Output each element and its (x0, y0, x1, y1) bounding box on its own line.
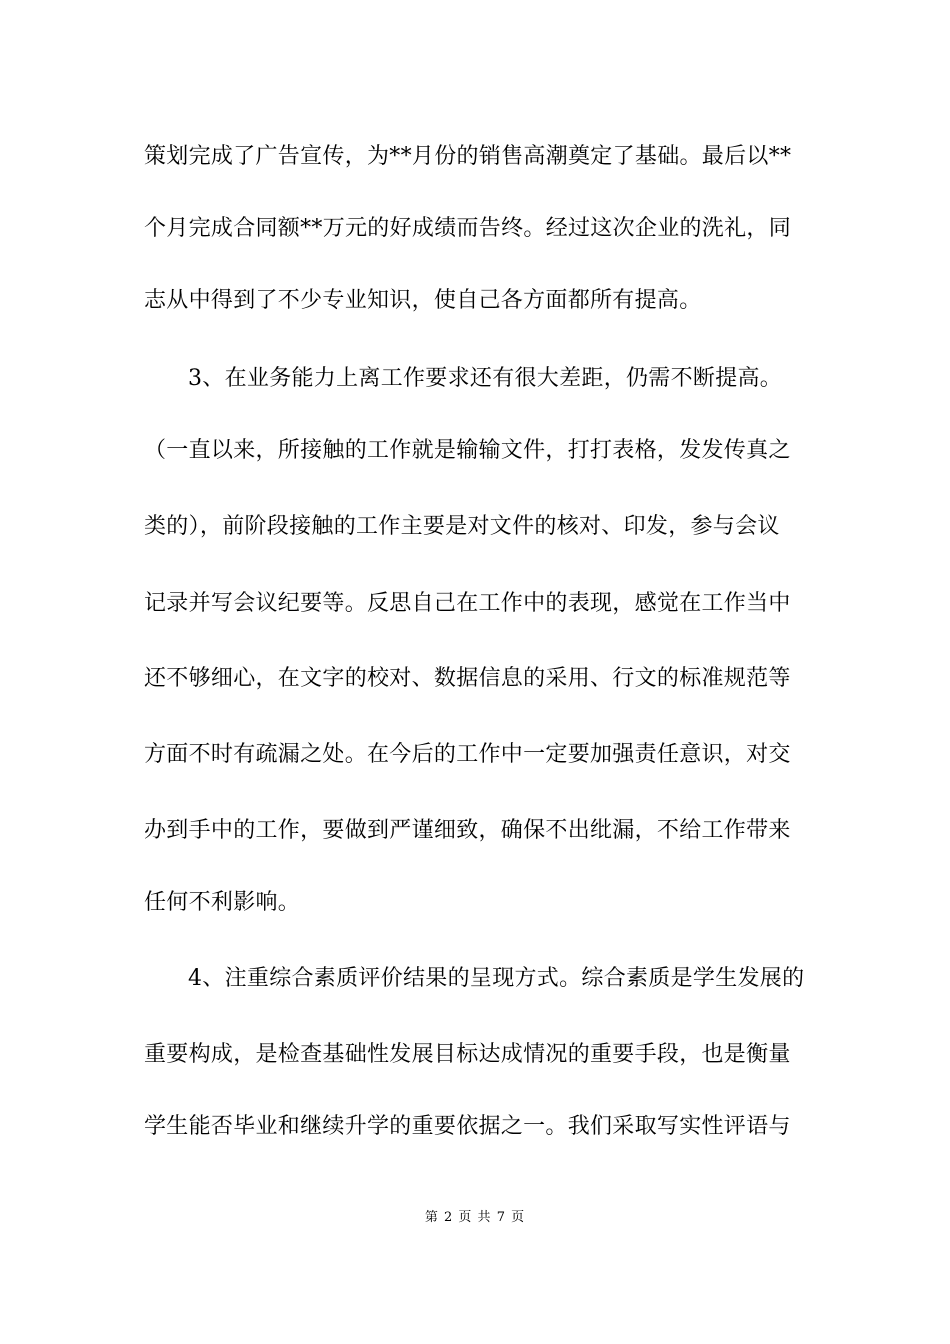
text-line: 办到手中的工作，要做到严谨细致，确保不出纰漏，不给工作带来 (144, 818, 791, 843)
paragraph-4-heading-line: 4、注重综合素质评价结果的呈现方式。综合素质是学生发展的 (188, 966, 805, 991)
text-line: 记录并写会议纪要等。反思自己在工作中的表现，感觉在工作当中 (144, 591, 791, 616)
text-line: 策划完成了广告宣传，为**月份的销售高潮奠定了基础。最后以** (144, 144, 792, 169)
text-line: 类的），前阶段接触的工作主要是对文件的核对、印发，参与会议 (144, 514, 780, 539)
text-line: 方面不时有疏漏之处。在今后的工作中一定要加强责任意识，对交 (144, 742, 791, 767)
text-line: 志从中得到了不少专业知识，使自己各方面都所有提高。 (144, 288, 702, 313)
text-line: （一直以来，所接触的工作就是输输文件，打打表格，发发传真之 (144, 438, 791, 463)
page-number: 第 2 页 共 7 页 (424, 1210, 526, 1225)
text-line: 还不够细心，在文字的校对、数据信息的采用、行文的标准规范等 (144, 666, 791, 691)
text-line: 重要构成，是检查基础性发展目标达成情况的重要手段，也是衡量 (144, 1042, 791, 1067)
paragraph-3-heading-line: 3、在业务能力上离工作要求还有很大差距，仍需不断提高。 (188, 366, 783, 391)
text-line: 任何不利影响。 (144, 890, 301, 915)
text-line: 学生能否毕业和继续升学的重要依据之一。我们采取写实性评语与 (144, 1114, 791, 1139)
text-line: 个月完成合同额**万元的好成绩而告终。经过这次企业的洗礼，同 (144, 216, 792, 241)
